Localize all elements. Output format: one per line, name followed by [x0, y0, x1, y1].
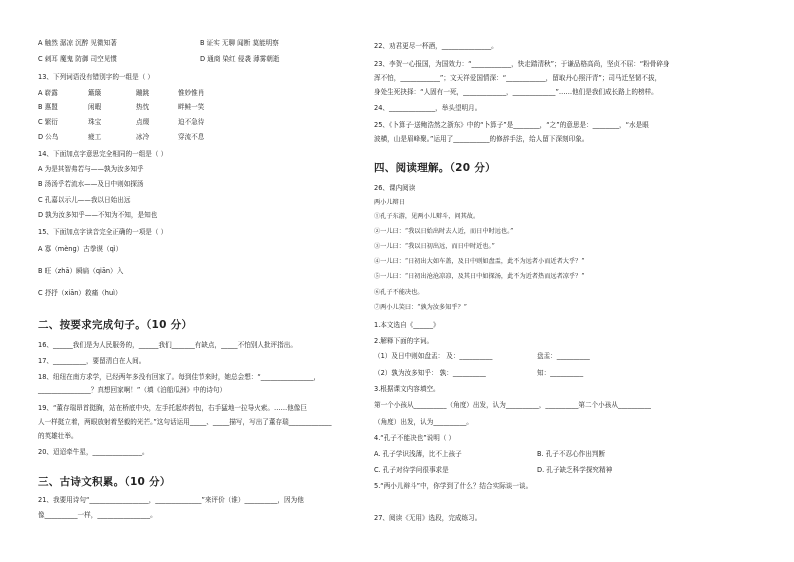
question-24: 24、______________，举头望明月。: [374, 104, 482, 112]
reading-q1: 1.本文选自《______》: [374, 321, 440, 329]
section-4-heading: 四、阅读理解。（20 分）: [374, 162, 496, 174]
q13-option-row: C 繁衍 珠宝 点缀 迫不急待: [38, 118, 205, 126]
question-26: 26、课内阅读: [374, 184, 416, 192]
reading-q2-row: （1）及日中则如盘盂： 及：__________ 盘盂：__________: [374, 352, 590, 360]
passage-line: ⑥孔子不能决也。: [374, 289, 424, 296]
question-25: 25、《卜算子·送鲍浩然之浙东》中的“卜算子”是________，“之”的意思是：________，“水是眼: [374, 121, 649, 129]
question-15: 15、下面加点字读音完全正确的一项是（ ）: [38, 228, 168, 236]
question-22: 22、劝君更尽一杯酒，_______________。: [374, 42, 498, 50]
reading-q3-line-cont: （角度）出发，认为__________。: [374, 418, 473, 426]
passage-line: ⑤一儿曰：“日初出沧沧凉凉，及其日中如探汤，此不为近者热而远者凉乎？”: [374, 273, 585, 280]
passage-line: ②一儿曰：“我以日始出时去人近，而日中时远也。”: [374, 228, 514, 235]
reading-q3: 3.根据课文内容填空。: [374, 385, 440, 393]
q13-option-row: A 崭露 簸簸 蹦跳 惟妙惟肖: [38, 89, 205, 97]
section-3-heading: 三、古诗文积累。（10 分）: [38, 476, 171, 488]
q14-option-a: A 为是其智弗若与——孰为汝多知乎: [38, 165, 144, 173]
q13-option-row: D 公鸟 疲工 冰冷 穿流不息: [38, 133, 205, 141]
option-c: C 刺耳 魔鬼 防御 司空见惯: [38, 55, 117, 63]
passage-line: ①孔子东游，见两小儿辩斗，问其故。: [374, 213, 480, 220]
question-23-end: 身处生死抉择：“人固有一死，_____________，_____________”……他们是我们成长路上的榜样。: [374, 88, 658, 96]
question-25-cont: 波横，山是眉峰聚。”运用了___________的修辞手法，给人留下深刻印象。: [374, 135, 589, 143]
option-c: C. 孔子对待学问很事求是: [374, 466, 449, 474]
reading-q3-line: 第一个小孩从__________（角度）出发，认为__________，__________第二个小孩从__________: [374, 401, 651, 409]
reading-q4-options: [374, 450, 605, 459]
reading-q2: 2.解释下面的字词。: [374, 337, 434, 345]
reading-q4: 4.“孔子不能决也”说明（ ）: [374, 434, 456, 442]
reading-q2-row: （2）孰为汝多知乎： 孰：__________ 知：__________: [374, 369, 584, 377]
question-19-cont: 人一样挺立着，两眼放射着坚毅的光芒。”这句话运用_____、_____描写，写出了董存瑞_____________: [38, 418, 332, 426]
passage-line: ⑦两小儿笑曰：“孰为汝多知乎？”: [374, 304, 467, 311]
q14-option-b: B 汤汤乎若流水——及日中则如探汤: [38, 180, 144, 188]
question-18-cont: ________________？真想回家啊！”（填《泊船瓜洲》中的诗句）: [38, 386, 227, 394]
reading-q4-options: [374, 466, 612, 475]
reading-q5: 5.“两小儿辩斗”中，你学到了什么？结合实际谈一谈。: [374, 482, 533, 490]
q15-option-b: B 旺（zhā）瞬扁（qiān）入: [38, 267, 124, 275]
q12-option-row: [38, 39, 279, 48]
question-21-cont: 像__________一样，________________。: [38, 511, 157, 519]
question-27: 27、阅读《无用》选段，完成练习。: [374, 514, 482, 522]
q13-option-row: B 惠盟 闲暇 热忱 畔鲑一笑: [38, 103, 205, 111]
passage-line: ④一儿曰：“日初出大如车盖，及日中则如盘盂，此不为远者小而近者大乎？”: [374, 258, 585, 265]
question-17: 17、__________，要留清白在人间。: [38, 357, 146, 365]
question-23-cont: 浑不怕，____________”；文天祥爱国情深：“____________，留取丹心照汗青”；司马迁坚韧不拔，: [374, 74, 662, 82]
q14-option-c: C 孔嘉以示儿——我以日始出远: [38, 196, 131, 204]
question-16: 16、______我们是为人民服务的，______我们_______有缺点，_____不怕别人批评指出。: [38, 341, 297, 349]
passage-line: ③一儿曰：“我以日初出远，而日中时近也。”: [374, 243, 495, 250]
question-19: 19、“董存瑞昂首挺胸，站在桥底中央，左手托起炸药包，右手猛地一拉导火索。……他像巨: [38, 404, 307, 412]
q15-option-c: C 抒抒（xiān）救痛（huì）: [38, 289, 122, 297]
option-b: B. 孔子不忍心作出判断: [537, 450, 606, 458]
passage-title: 两小儿辩日: [374, 199, 405, 206]
question-18: 18、纽纽在南方求学，已经两年多没有回家了。每到佳节来时，她总会想：“________________，: [38, 373, 321, 381]
option-d: D. 孔子缺乏科学探究精神: [537, 466, 613, 474]
q15-option-a: A 寡（mèng）古拳谟（qì）: [38, 245, 123, 253]
question-23: 23、李贺一心报国，为国效力：“____________，快走踏清秋”；于谦品格高尚，坚贞不屈：“粉骨碎身: [374, 60, 670, 68]
question-19-end: 的英雄壮举。: [38, 432, 78, 440]
question-21: 21、我要用诗句“__________________，______________”来评价（谁）__________，因为他: [38, 496, 304, 504]
q12-option-row: [38, 55, 279, 64]
question-20: 20、迢迢牵牛星，_______________。: [38, 448, 149, 456]
q14-option-d: D 孰为汝多知乎——不知为不知，是知也: [38, 211, 158, 219]
option-d: D 通商 染红 侵袭 薄雾朝逝: [200, 55, 280, 63]
question-14: 14、下面加点字意思完全相同的一组是（ ）: [38, 150, 168, 158]
section-2-heading: 二、按要求完成句子。（10 分）: [38, 319, 193, 331]
question-13: 13、下列词语没有错别字的一组是（ ）: [38, 73, 154, 81]
option-a: A 触然 潺凉 沉醉 见微知著: [38, 39, 117, 47]
option-b: B 证实 无聊 闻断 莫能明察: [200, 39, 279, 47]
option-a: A. 孔子学识浅薄，比不上孩子: [374, 450, 462, 458]
